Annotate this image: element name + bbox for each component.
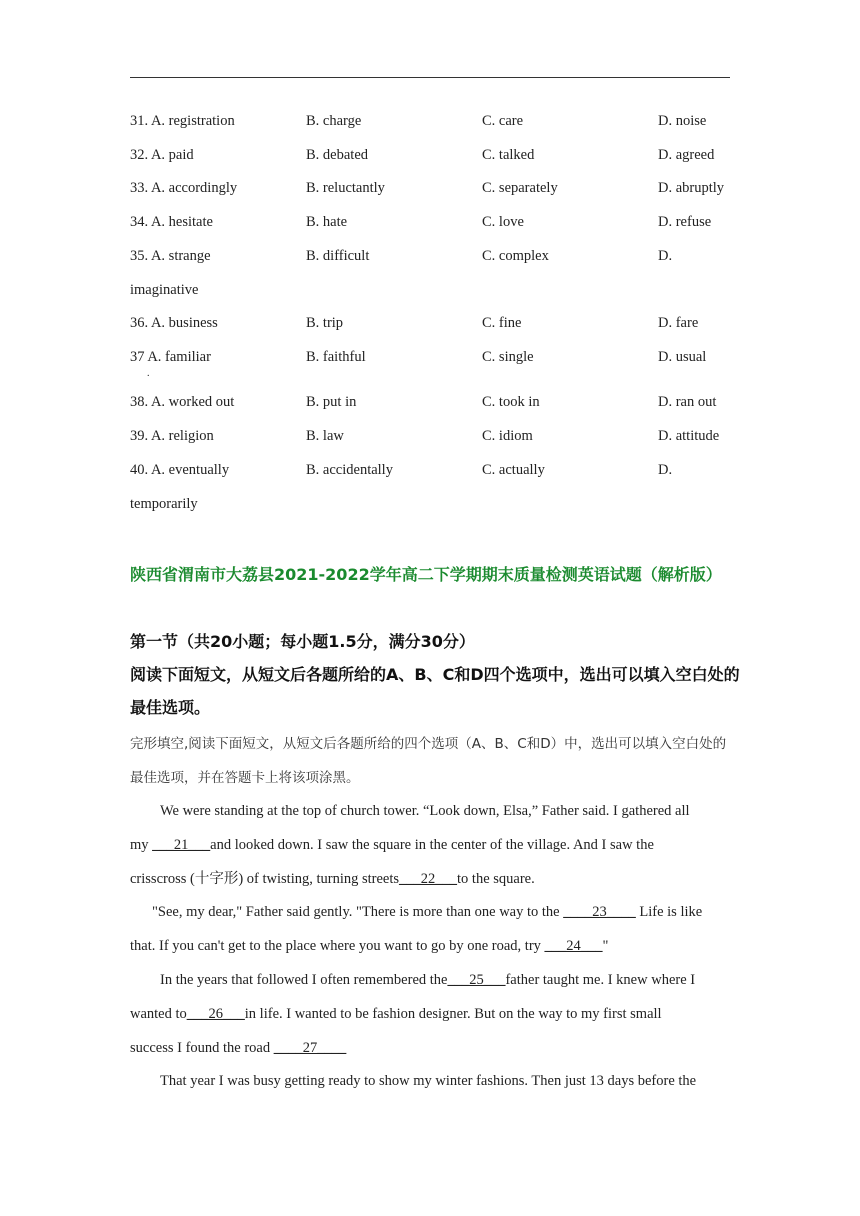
option-c: C. fine xyxy=(482,315,522,332)
passage-paragraph-3 xyxy=(130,963,740,1065)
option-row xyxy=(130,110,730,144)
option-b: B. charge xyxy=(306,113,362,129)
option-row xyxy=(130,211,730,245)
option-row xyxy=(130,245,730,313)
option-b: B. hate xyxy=(306,214,348,231)
option-b: B. difficult xyxy=(306,247,370,264)
text-span: and looked down. I saw the square in the center of the village. And I saw the xyxy=(210,837,654,853)
text-span: to the square. xyxy=(457,871,535,887)
text-line xyxy=(130,929,740,963)
option-a: 37 A. familiar xyxy=(130,348,211,365)
text-line: We were standing at the top of church tower. “Look down, Elsa,” Father said. I gathered all xyxy=(160,803,690,819)
option-d: D. ran out xyxy=(658,394,717,411)
option-b: B. reluctantly xyxy=(306,180,385,197)
option-b: B. put in xyxy=(306,394,357,411)
doc-title: 陕西省渭南市大荔县2021-2022学年高二下学期期末质量检测英语试题（解析版） xyxy=(130,565,722,584)
option-d: D. usual xyxy=(658,348,707,365)
option-d: D. attitude xyxy=(658,428,720,445)
option-c: C. care xyxy=(482,113,524,129)
option-row xyxy=(130,459,730,527)
text-span: Life is like xyxy=(635,904,703,920)
text-span: that. If you can't get to the place where you want to go by one road, try xyxy=(130,938,545,954)
option-row xyxy=(130,312,730,346)
blank-23: ____23____ xyxy=(563,904,636,920)
option-c: C. idiom xyxy=(482,428,533,445)
text-span: " xyxy=(602,938,609,954)
passage-paragraph-1 xyxy=(130,794,740,896)
option-b: B. debated xyxy=(306,146,369,163)
option-a: 38. A. worked out xyxy=(130,394,235,411)
blank-27: ____27____ xyxy=(273,1040,347,1056)
option-c: C. complex xyxy=(482,247,549,264)
option-row xyxy=(130,425,730,459)
option-a: 31. A. registration xyxy=(130,113,235,129)
option-b: B. law xyxy=(306,428,344,445)
text-span: "See, my dear," Father said gently. "There is more than one way to the xyxy=(152,904,564,920)
blank-25: ___25___ xyxy=(447,972,506,988)
blank-24: ___24___ xyxy=(544,938,603,954)
options-list xyxy=(130,110,730,526)
option-a: 32. A. paid xyxy=(130,146,194,163)
option-d: D. xyxy=(658,247,673,264)
text-span: In the years that followed I often remembered the xyxy=(160,972,448,988)
option-c: C. actually xyxy=(482,461,545,478)
option-row xyxy=(130,144,730,178)
text-line xyxy=(130,895,740,929)
text-span: father taught me. I knew where I xyxy=(505,972,696,988)
option-a: 33. A. accordingly xyxy=(130,180,238,197)
option-d: D. xyxy=(658,461,673,478)
option-d: D. noise xyxy=(658,113,707,129)
text-line: That year I was busy getting ready to show my winter fashions. Then just 13 days before the xyxy=(160,1073,697,1089)
option-d: D. fare xyxy=(658,315,699,332)
passage-paragraph-4 xyxy=(130,1064,740,1098)
option-a: 34. A. hesitate xyxy=(130,214,213,231)
option-a: 36. A. business xyxy=(130,315,218,332)
option-c: C. talked xyxy=(482,146,535,163)
option-b: B. trip xyxy=(306,315,344,332)
option-d: D. refuse xyxy=(658,214,712,231)
section-heading xyxy=(130,625,740,724)
instruction-text: 阅读下面短文，从短文后各题所给的A、B、C和D四个选项中，选出可以填入空白处的最佳选项。 xyxy=(130,665,740,717)
section-label: 第一节（共20小题；每小题1.5分，满分30分） xyxy=(130,632,475,651)
text-span: in life. I wanted to be fashion designer. But on the way to my first small xyxy=(244,1006,662,1022)
text-line xyxy=(130,997,740,1031)
option-row xyxy=(130,391,730,425)
header-rule xyxy=(130,77,730,78)
option-a: 40. A. eventually xyxy=(130,461,230,478)
cloze-instruction: 完形填空,阅读下面短文，从短文后各题所给的四个选项（A、B、C和D）中，选出可以填入空白处的最佳选项，并在答题卡上将该项涂黑。 xyxy=(130,736,727,786)
option-a: 39. A. religion xyxy=(130,428,214,445)
text-span: crisscross (十字形) of twisting, turning streets xyxy=(130,871,400,887)
text-span: wanted to xyxy=(130,1006,187,1022)
text-line xyxy=(130,862,740,896)
blank-21: ___21___ xyxy=(152,837,211,853)
stray-dot: . xyxy=(147,367,150,379)
option-d: D. agreed xyxy=(658,146,715,163)
blank-22: ___22___ xyxy=(399,871,458,887)
text-line xyxy=(130,828,740,862)
option-b: B. faithful xyxy=(306,348,366,365)
passage-paragraph-2 xyxy=(130,895,740,963)
text-line xyxy=(130,963,740,997)
option-a: 35. A. strange xyxy=(130,247,211,264)
option-d-wrap: imaginative xyxy=(130,281,199,298)
option-d: D. abruptly xyxy=(658,180,725,197)
text-span: my xyxy=(130,837,153,853)
option-c: C. love xyxy=(482,214,524,231)
blank-26: ___26___ xyxy=(186,1006,245,1022)
option-b: B. accidentally xyxy=(306,461,393,478)
option-c: C. separately xyxy=(482,180,558,197)
option-c: C. single xyxy=(482,348,534,365)
option-row xyxy=(130,177,730,211)
text-span: success I found the road xyxy=(130,1040,274,1056)
option-d-wrap: temporarily xyxy=(130,495,198,512)
option-row xyxy=(130,346,730,392)
text-line xyxy=(130,1031,740,1065)
option-c: C. took in xyxy=(482,394,540,411)
